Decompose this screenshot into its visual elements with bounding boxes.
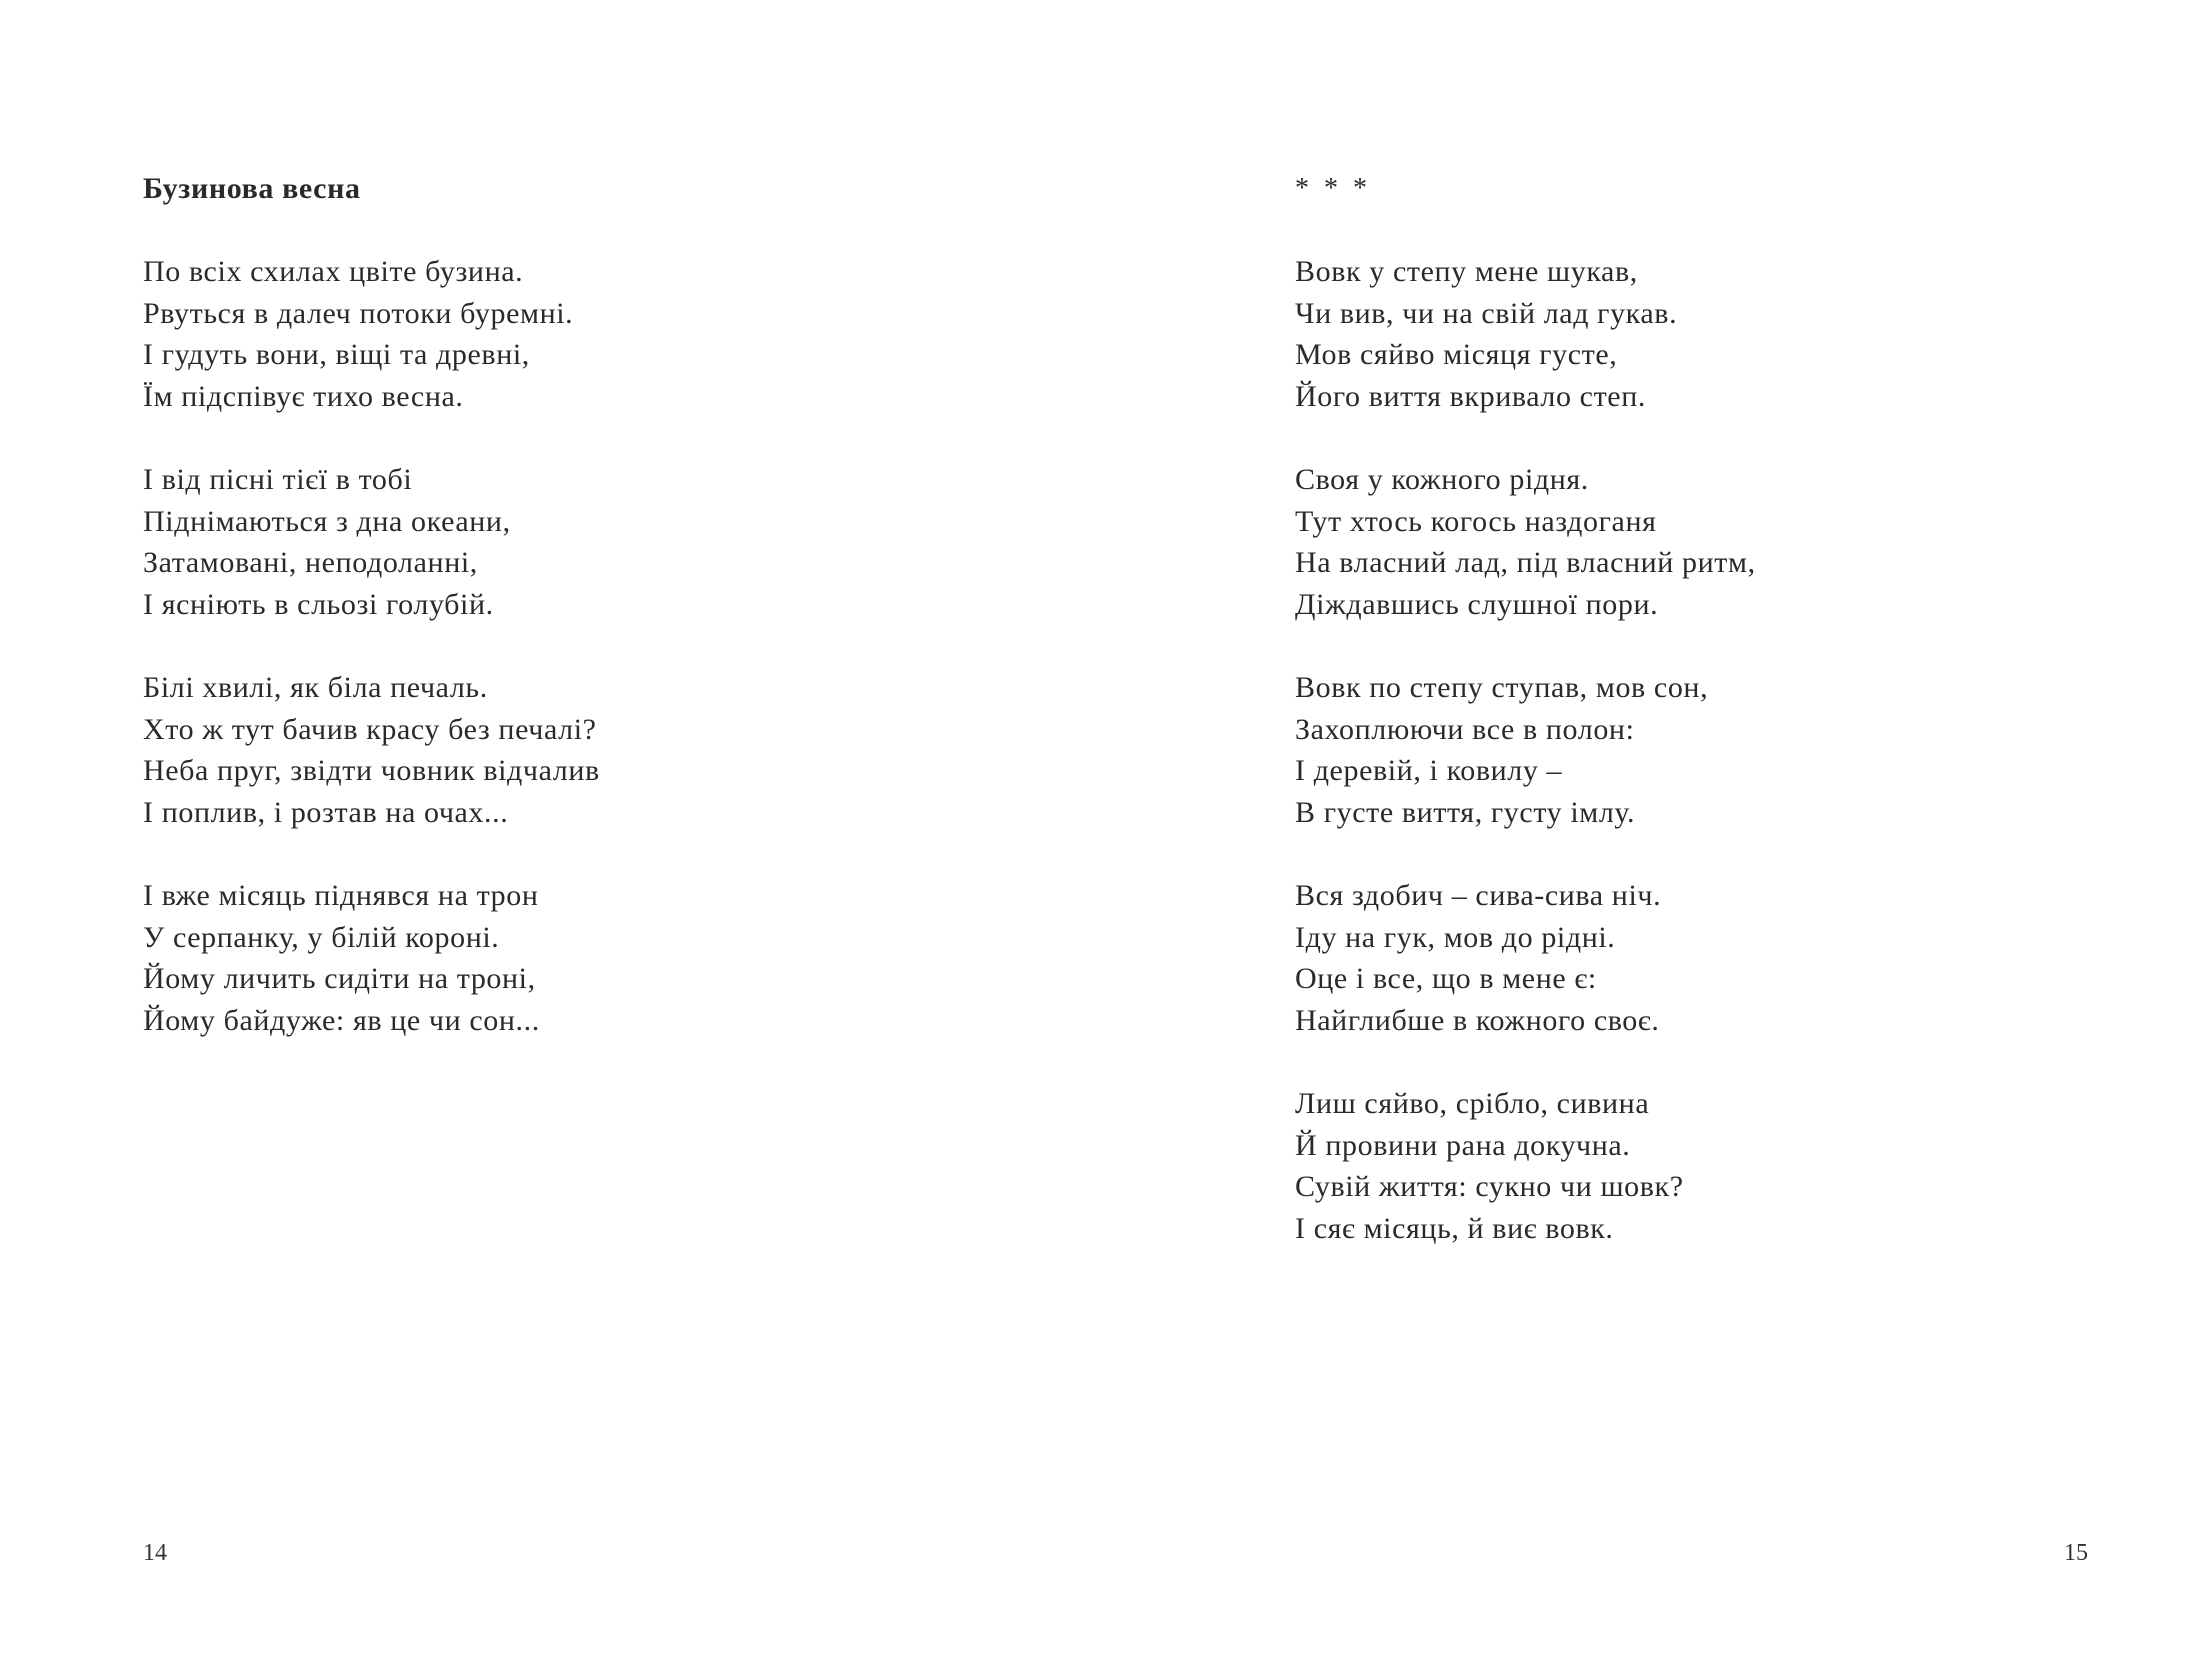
poem-line: І вже місяць піднявся на трон <box>143 879 539 913</box>
poem-right <box>1295 168 1756 1291</box>
page-number-right: 15 <box>2064 1540 2088 1566</box>
poem-line: Лиш сяйво, срібло, сивина <box>1295 1087 1650 1121</box>
poem-line: Білі хвилі, як біла печаль. <box>143 671 488 705</box>
poem-line: Вся здобич – сива-сива ніч. <box>1295 879 1662 913</box>
poem-line: І яснiють в сльозі голубій. <box>143 587 494 621</box>
left-page <box>0 0 1102 1654</box>
poem-left <box>143 168 600 1083</box>
stanza-4 <box>1295 875 1756 1041</box>
stanza-1 <box>143 251 600 417</box>
poem-line: Хто ж тут бачив красу без печалі? <box>143 712 597 746</box>
poem-line: Своя у кожного рідня. <box>1295 463 1589 497</box>
poem-line: Рвуться в далеч потоки буремні. <box>143 296 574 330</box>
poem-line: Найглибше в кожного своє. <box>1295 1003 1660 1037</box>
right-page <box>1102 0 2205 1654</box>
poem-line: Чи вив, чи на свій лад гукав. <box>1295 296 1678 330</box>
poem-line: По всіх схилах цвіте бузина. <box>143 255 524 289</box>
stanza-3 <box>143 667 600 833</box>
stanza-2 <box>1295 459 1756 625</box>
stanza-1 <box>1295 251 1756 417</box>
poem-line: Вовк у степу мене шукав, <box>1295 255 1638 289</box>
poem-line: Захоплюючи все в полон: <box>1295 712 1635 746</box>
poem-line: І деревій, і ковилу – <box>1295 754 1563 788</box>
poem-line: Сувій життя: сукно чи шовк? <box>1295 1170 1684 1204</box>
poem-line: І гудуть вони, віщі та древні, <box>143 338 530 372</box>
stanza-4 <box>143 875 600 1041</box>
stanza-3 <box>1295 667 1756 833</box>
poem-title: Бузинова весна <box>143 172 361 205</box>
stanza-2 <box>143 459 600 625</box>
poem-line: В густе виття, густу імлу. <box>1295 795 1636 829</box>
poem-line: Оце і все, що в мене є: <box>1295 962 1597 996</box>
poem-line: Тут хтось когось наздоганя <box>1295 504 1657 538</box>
poem-line: Іду на гук, мов до рідні. <box>1295 920 1616 954</box>
stanza-5 <box>1295 1083 1756 1249</box>
poem-line: Затамовані, неподоланні, <box>143 546 478 580</box>
poem-line: У серпанку, у білій короні. <box>143 920 500 954</box>
poem-line: І поплив, і розтав на очах... <box>143 795 509 829</box>
poem-line: Вовк по степу ступав, мов сон, <box>1295 671 1709 705</box>
poem-line: І сяє місяць, й виє вовк. <box>1295 1211 1614 1245</box>
poem-line: Його виття вкривало степ. <box>1295 379 1646 413</box>
poem-line: Й провини рана докучна. <box>1295 1128 1631 1162</box>
asterism-separator: * * * <box>1295 173 1371 204</box>
poem-line: Неба пруг, звідти човник відчалив <box>143 754 600 788</box>
poem-line: Йому личить сидіти на троні, <box>143 962 536 996</box>
poem-line: Їм підспівує тихо весна. <box>143 379 464 413</box>
poem-line: Піднімаються з дна океани, <box>143 504 511 538</box>
poem-line: І від пісні тієї в тобі <box>143 463 413 497</box>
poem-line: Мов сяйво місяця густе, <box>1295 338 1618 372</box>
poem-line: Йому байдуже: яв це чи сон... <box>143 1003 540 1037</box>
poem-line: На власний лад, під власний ритм, <box>1295 546 1756 580</box>
page-number-left: 14 <box>143 1540 167 1566</box>
poem-line: Діждавшись слушної пори. <box>1295 587 1659 621</box>
